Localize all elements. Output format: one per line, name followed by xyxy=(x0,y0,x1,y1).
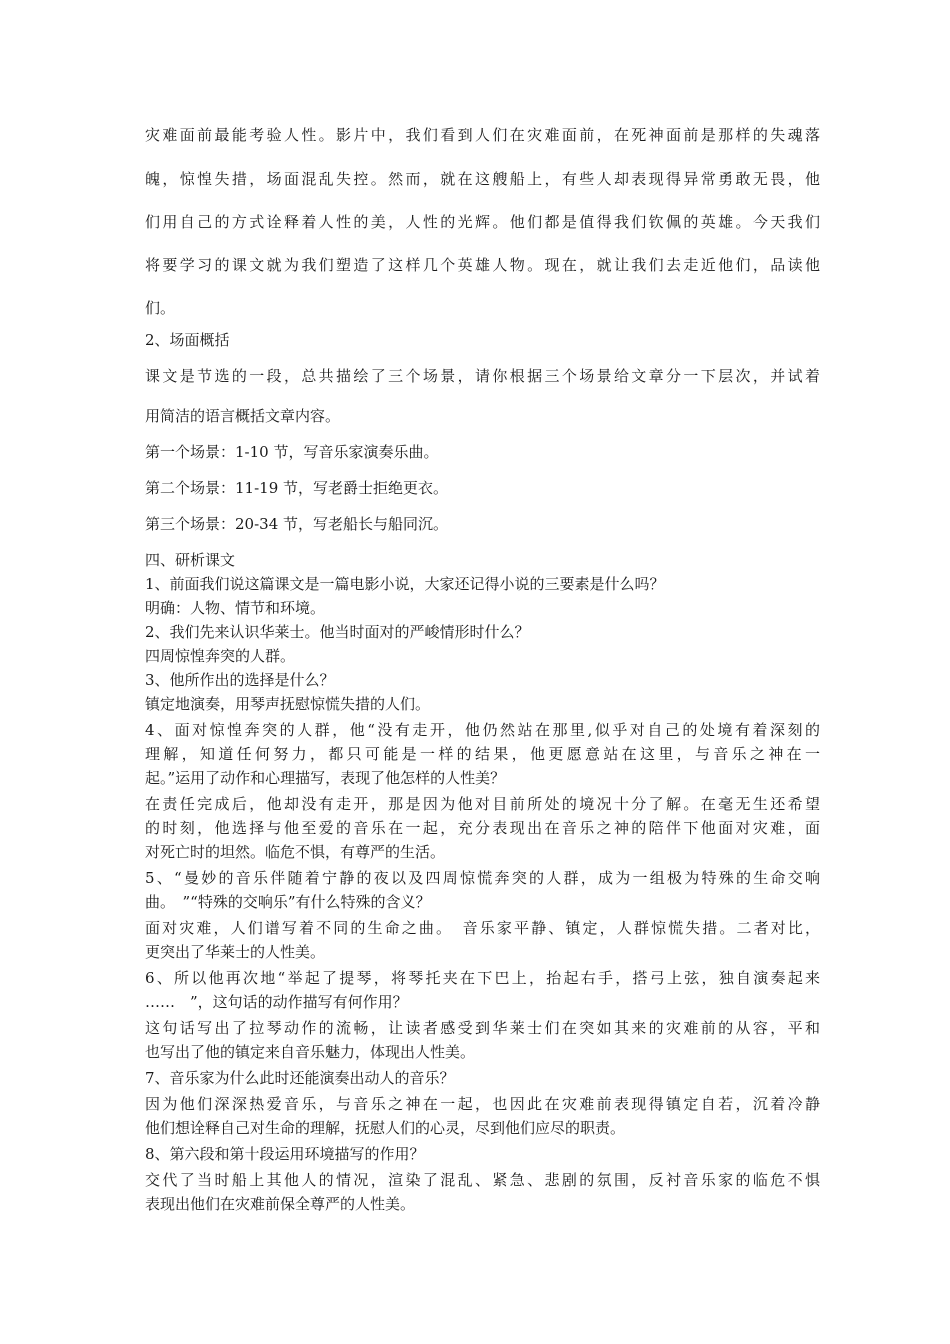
answer-line: 对死亡时的坦然。临危不惧，有尊严的生活。 xyxy=(145,843,446,861)
answer-line: 也写出了他的镇定来自音乐魅力，体现出人性美。 xyxy=(145,1043,476,1061)
question-line: 5、“曼妙的音乐伴随着宁静的夜以及四周惊慌奔突的人群，成为一组极为特殊的生命交响 xyxy=(145,869,820,887)
paragraph-line: 用简洁的语言概括文章内容。 xyxy=(145,407,341,425)
answer-line: 在责任完成后，他却没有走开，那是因为他对目前所处的境况十分了解。在毫无生还希望 xyxy=(145,795,820,813)
question-line: 曲。 ”“特殊的交响乐”有什么特殊的含义？ xyxy=(145,893,431,911)
paragraph-line: 课文是节选的一段，总共描绘了三个场景，请你根据三个场景给文章分一下层次，并试着 xyxy=(145,367,820,385)
intro-line: 灾难面前最能考验人性。影片中，我们看到人们在灾难面前，在死神面前是那样的失魂落 xyxy=(145,126,820,144)
scene-line: 第二个场景：11-19 节，写老爵士拒绝更衣。 xyxy=(145,479,449,497)
answer-line: 更突出了华莱士的人性美。 xyxy=(145,943,326,961)
intro-line: 们用自己的方式诠释着人性的美，人性的光辉。他们都是值得我们钦佩的英雄。今天我们 xyxy=(145,213,820,231)
question-line: 3、他所作出的选择是什么？ xyxy=(145,671,335,689)
answer-line: 明确：人物、情节和环境。 xyxy=(145,599,326,617)
answer-line: 这句话写出了拉琴动作的流畅，让读者感受到华莱士们在突如其来的灾难前的从容，平和 xyxy=(145,1019,820,1037)
section-heading: 四、研析课文 xyxy=(145,551,236,569)
intro-line: 将要学习的课文就为我们塑造了这样几个英雄人物。现在，就让我们去走近他们，品读他 xyxy=(145,256,820,274)
intro-line: 们。 xyxy=(145,299,176,317)
question-line: 7、音乐家为什么此时还能演奏出动人的音乐？ xyxy=(145,1069,455,1087)
question-line: 4、面对惊惶奔突的人群，他“没有走开，他仍然站在那里,似乎对自己的处境有着深刻的 xyxy=(145,721,820,739)
section-heading: 2、场面概括 xyxy=(145,331,230,349)
answer-line: 面对灾难，人们谱写着不同的生命之曲。 音乐家平静、镇定，人群惊慌失措。二者对比， xyxy=(145,919,820,937)
question-line: …… ”，这句话的动作描写有何作用？ xyxy=(145,993,408,1011)
question-line: 2、我们先来认识华莱士。他当时面对的严峻情形时什么？ xyxy=(145,623,530,641)
scene-line: 第一个场景：1-10 节，写音乐家演奏乐曲。 xyxy=(145,443,439,461)
question-line: 起。”运用了动作和心理描写，表现了他怎样的人性美？ xyxy=(145,769,506,787)
answer-line: 镇定地演奏，用琴声抚慰惊慌失措的人们。 xyxy=(145,695,431,713)
answer-line: 他们想诠释自己对生命的理解，抚慰人们的心灵，尽到他们应尽的职责。 xyxy=(145,1119,626,1137)
question-line: 8、第六段和第十段运用环境描写的作用？ xyxy=(145,1145,425,1163)
answer-line: 交代了当时船上其他人的情况，渲染了混乱、紧急、悲剧的氛围，反衬音乐家的临危不惧 xyxy=(145,1171,820,1189)
answer-line: 的时刻，他选择与他至爱的音乐在一起，充分表现出在音乐之神的陪伴下他面对灾难，面 xyxy=(145,819,820,837)
intro-line: 魄，惊惶失措，场面混乱失控。然而，就在这艘船上，有些人却表现得异常勇敢无畏，他 xyxy=(145,170,820,188)
answer-line: 因为他们深深热爱音乐，与音乐之神在一起，也因此在灾难前表现得镇定自若，沉着冷静 xyxy=(145,1095,820,1113)
question-line: 理解，知道任何努力，都只可能是一样的结果，他更愿意站在这里，与音乐之神在一 xyxy=(145,745,820,763)
question-line: 1、前面我们说这篇课文是一篇电影小说，大家还记得小说的三要素是什么吗？ xyxy=(145,575,665,593)
scene-line: 第三个场景：20-34 节，写老船长与船同沉。 xyxy=(145,515,449,533)
question-line: 6、所以他再次地“举起了提琴，将琴托夹在下巴上，抬起右手，搭弓上弦，独自演奏起来 xyxy=(145,969,820,987)
answer-line: 表现出他们在灾难前保全尊严的人性美。 xyxy=(145,1195,416,1213)
answer-line: 四周惊惶奔突的人群。 xyxy=(145,647,296,665)
